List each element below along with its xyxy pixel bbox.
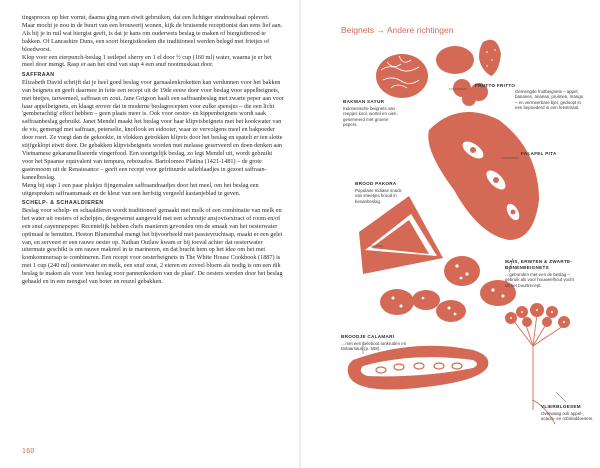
falafel-pita-illustration <box>428 112 539 240</box>
frutto-fritto-illustration <box>436 40 501 106</box>
desc-vlierbloesem: Overwaag ook appel-, acacia- en robiniabloesem. <box>541 411 594 422</box>
broodje-calamari-illustration <box>348 346 489 390</box>
illustrations <box>301 0 600 468</box>
desc-brood-pakora: Populaire Indiase snack van sneetjes brood in besanbeslag. <box>355 188 402 204</box>
desc-bakwan-sayur: Indonesische beignets van reepjes kool, wortel en uien, geserveerd met groene pepers. <box>343 106 398 128</box>
label-vlierbloesem: VLIERBLOESEM <box>541 404 581 409</box>
schelp-paragraph: Beslag voor schelp- en schaaldieren wordt traditioneel gemaakt met melk of een combinatie van melk en het water uit oesters of schelpjes, desgewenst aangevuld met een schreutje ansjovisextract of room en/of een snuf cayennepeper. Recentelijk hebben chefs manieren gevonden om de smaak van het oesterwater optimaal te benutten. Heston Blumenthal mengt het bijvoorbeeld met passievruchtsap, maakt er een gelei van, en serveert er een rauwe oester op. Nathan Outlaw kwam er bij toeval achter dat oesterwater uitermate geschikt is om rauwe makreel in te marineren, en dat bracht hem op het idee om het met komkommersap te combineren. Een recept voor oesterbeignets in The White House Cookbook (1887) is met 1 cup (240 ml) oesterwater en melk, een snuf zout, 2 eieren en zoveel bloem als nodig is om een dik beslag te maken als voor 'een beslag voor pannenkoeken van de plaat'. De oesters werden door het beslag gehaald en in een mengsel van boter en reuzel gebakken. <box>22 206 283 286</box>
desc-broodje-calamari: …met een beleboot tunkruden en tartaarsaus (p. 558). <box>341 341 407 352</box>
brood-pakora-illustration <box>359 196 443 274</box>
page-heading: Beignets → Andere richtingen <box>341 25 454 35</box>
left-page <box>22 14 284 286</box>
right-page <box>301 0 600 468</box>
label-frutto-fritto: FRUTTO FRITTO <box>475 83 516 88</box>
intro-paragraph: tingsproces op hier vormt, daarna ging men eiwit gebruiken, dat een lichtiger eindresultaat oplevert. Maar mocht je nou in de buurt van een brouwerij wonen, kijk de bruisende receptionist dan eens lief aan. Als bij je in ruil wat biergist geeft, is dat je kans om ouderwets beslag te maken of biergistbrood te bakken. Of Lancashire Duns, een soort biergistkoeken die traditioneel werden belegd met frietjes of bloedworst. <box>22 14 283 53</box>
label-broodje-calamari: BROODJE CALAMARI <box>341 334 395 339</box>
desc-frutto-fritto: Gemengde fruitbeignets – appel, bananen, ananas, pruimen, mango – en vermeerbare bjer, gedoopt in een bepoederd in een feestmaal. <box>515 89 584 111</box>
label-falafel-pita: FALAFEL PITA <box>521 151 557 156</box>
label-mais-erwten: MAIS, ERWTEN & ZWARTE-BONENBEIGNETS <box>505 259 573 270</box>
label-bakwan-sayur: BAKWAN SAYUR <box>343 99 385 104</box>
section-heading-saffraan: SAFFRAAN <box>22 72 55 79</box>
saffraan-paragraph: Elizabeth David schrijft dat je heel goed beslag voor garnaalenkroketten kan verdunnen voor het bakken van beignets en geeft daarmee in feite een recept uit de 19de eeuw door voor beslag voor appelbeignets, met bietjes, tarwemeel, saffraan en zout. Jane Grigson haalt een saffraanbeslag met zwarte peper aan voor haar appelbeignets, en klaagt erover dat in moderne beslagrecepten voor zulke speesjes – die een licht 'gemberachtig' effect hebben – geen plaats meer is. Ook voor oester- en kippenbeignets wordt saak saffraanbeslag gebruikt. Janet Mendel maakt het beslag voor haar klipvisbeignets met het kookwater van de vis, gemengd met saffraan, peterselie, knoflook en eidooier, waar ze vervolgens meel en bakpoeder door roert. Ze voegt dan de gekookte, in vlokken getrokken klipvis door het beslag en spatelt er ten slotte stijfgeklopt eiwit door. De gebakken klipvisbeignets worden met melasse geserveerd en doen denken aan Vietnamese gekaramelliseerde vingerfood. Een soortgelijk beslag, zo legt Mendel uit, wordt gebruikt voor het Spaanse equivalent van tempura, rebozados. Bartolomeo Platina (1421-1481) – de grote gastronoom uit de Renaissance – geeft een recept voor gefrituurde salieblaadjes in gezoet saffraan-kaneelbeslag. <box>22 78 284 181</box>
section-heading-schelp: SCHELP- & SCHAALDIEREN <box>22 200 104 207</box>
label-brood-pakora: BROOD PAKORA <box>355 181 397 186</box>
saffraan-paragraph-2: Meng bij stap 1 een paar plukjes fijngemalen saffraandraadjes door het meel, om het beslag een uitgesproken saffraansmaak en de kleur van een herfstig vergeeld kastanjeblad te geven. <box>22 181 259 197</box>
page-number: 160 <box>22 448 35 455</box>
bakwan-sayur-illustration <box>376 54 428 98</box>
desc-mais-erwten: …gebonden met een de beslag – gebruik als voor houweelhout vocht uit het buurtrecept. <box>505 272 574 288</box>
intro-paragraph-2: Klop voor een eierpunch-beslag 1 eetlepel sherry en 1 el door ½ cup (160 ml) water, waarna je er het meel door mengt. Rasp er aan het eind van stap 4 een snuf nootmuskaat door. <box>22 53 272 69</box>
